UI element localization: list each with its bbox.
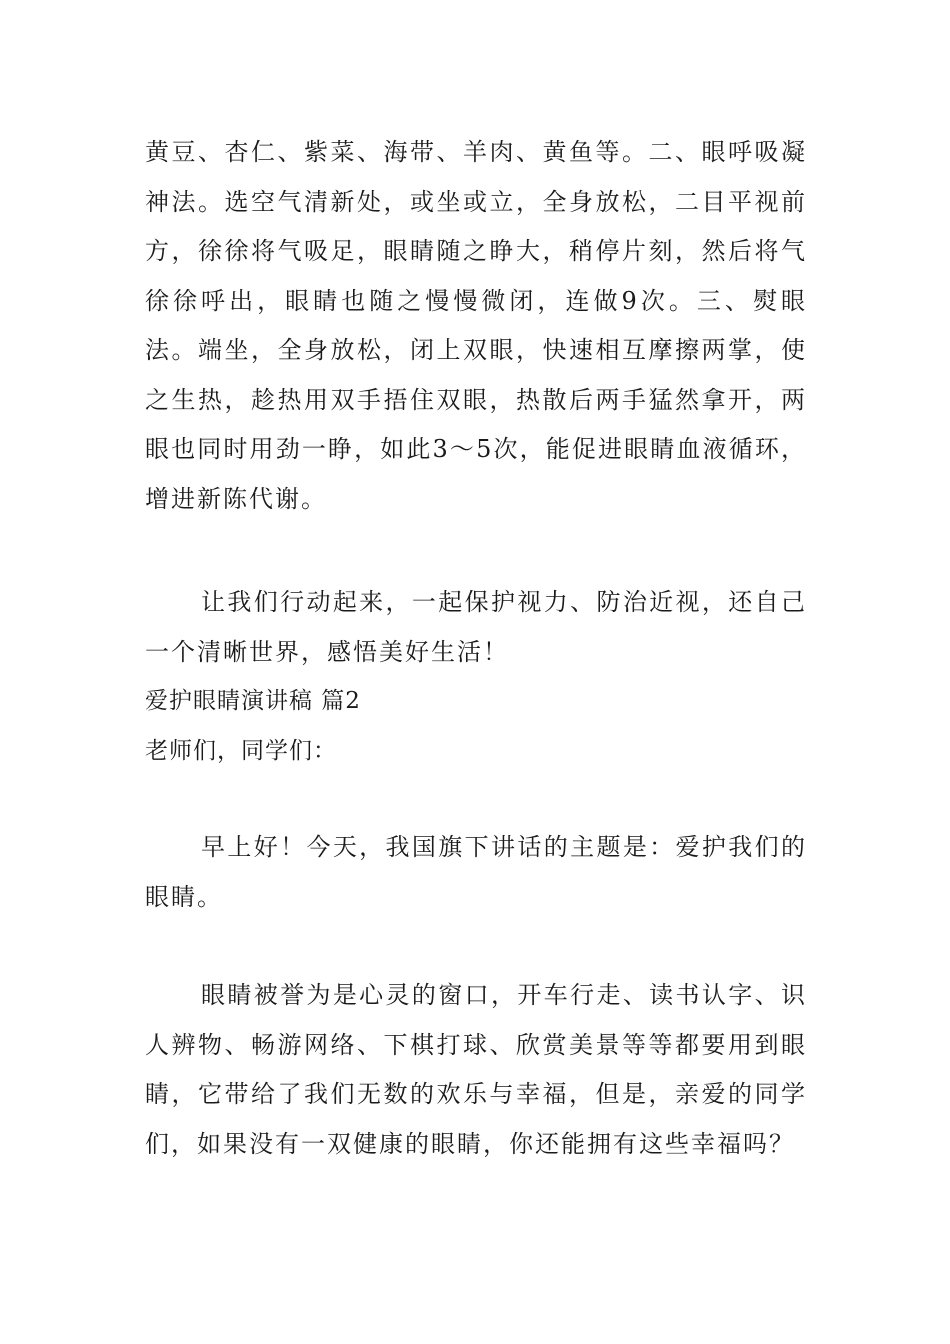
paragraph-eyes-window: 眼睛被誉为是心灵的窗口，开车行走、读书认字、识人辨物、畅游网络、下棋打球、欣赏美景等等都要用到眼睛，它带给了我们无数的欢乐与幸福，但是，亲爱的同学们，如果没有一双健康的眼睛，你还能拥有这些幸福吗？ — [145, 981, 807, 1158]
greeting: 老师们，同学们： — [145, 738, 337, 764]
paragraph-eye-exercises: 黄豆、杏仁、紫菜、海带、羊肉、黄鱼等。二、眼呼吸凝神法。选空气清新处，或坐或立，全身放松，二目平视前方，徐徐将气吸足，眼睛随之睁大，稍停片刻，然后将气徐徐呼出，眼睛也随之慢慢微闭，连做9次。三、熨眼法。端坐，全身放松，闭上双眼，快速相互摩擦两掌，使之生热，趁热用双手捂住双眼，热散后两手猛然拿开，两眼也同时用劲一睁，如此3～5次，能促进眼睛血液循环，增进新陈代谢。 — [145, 138, 807, 513]
section-title: 爱护眼睛演讲稿 篇2 — [145, 688, 361, 714]
paragraph-call-to-action: 让我们行动起来，一起保护视力、防治近视，还自己一个清晰世界，感悟美好生活！ — [145, 588, 807, 666]
paragraph-speech-topic: 早上好！今天，我国旗下讲话的主题是：爱护我们的眼睛。 — [145, 833, 807, 911]
